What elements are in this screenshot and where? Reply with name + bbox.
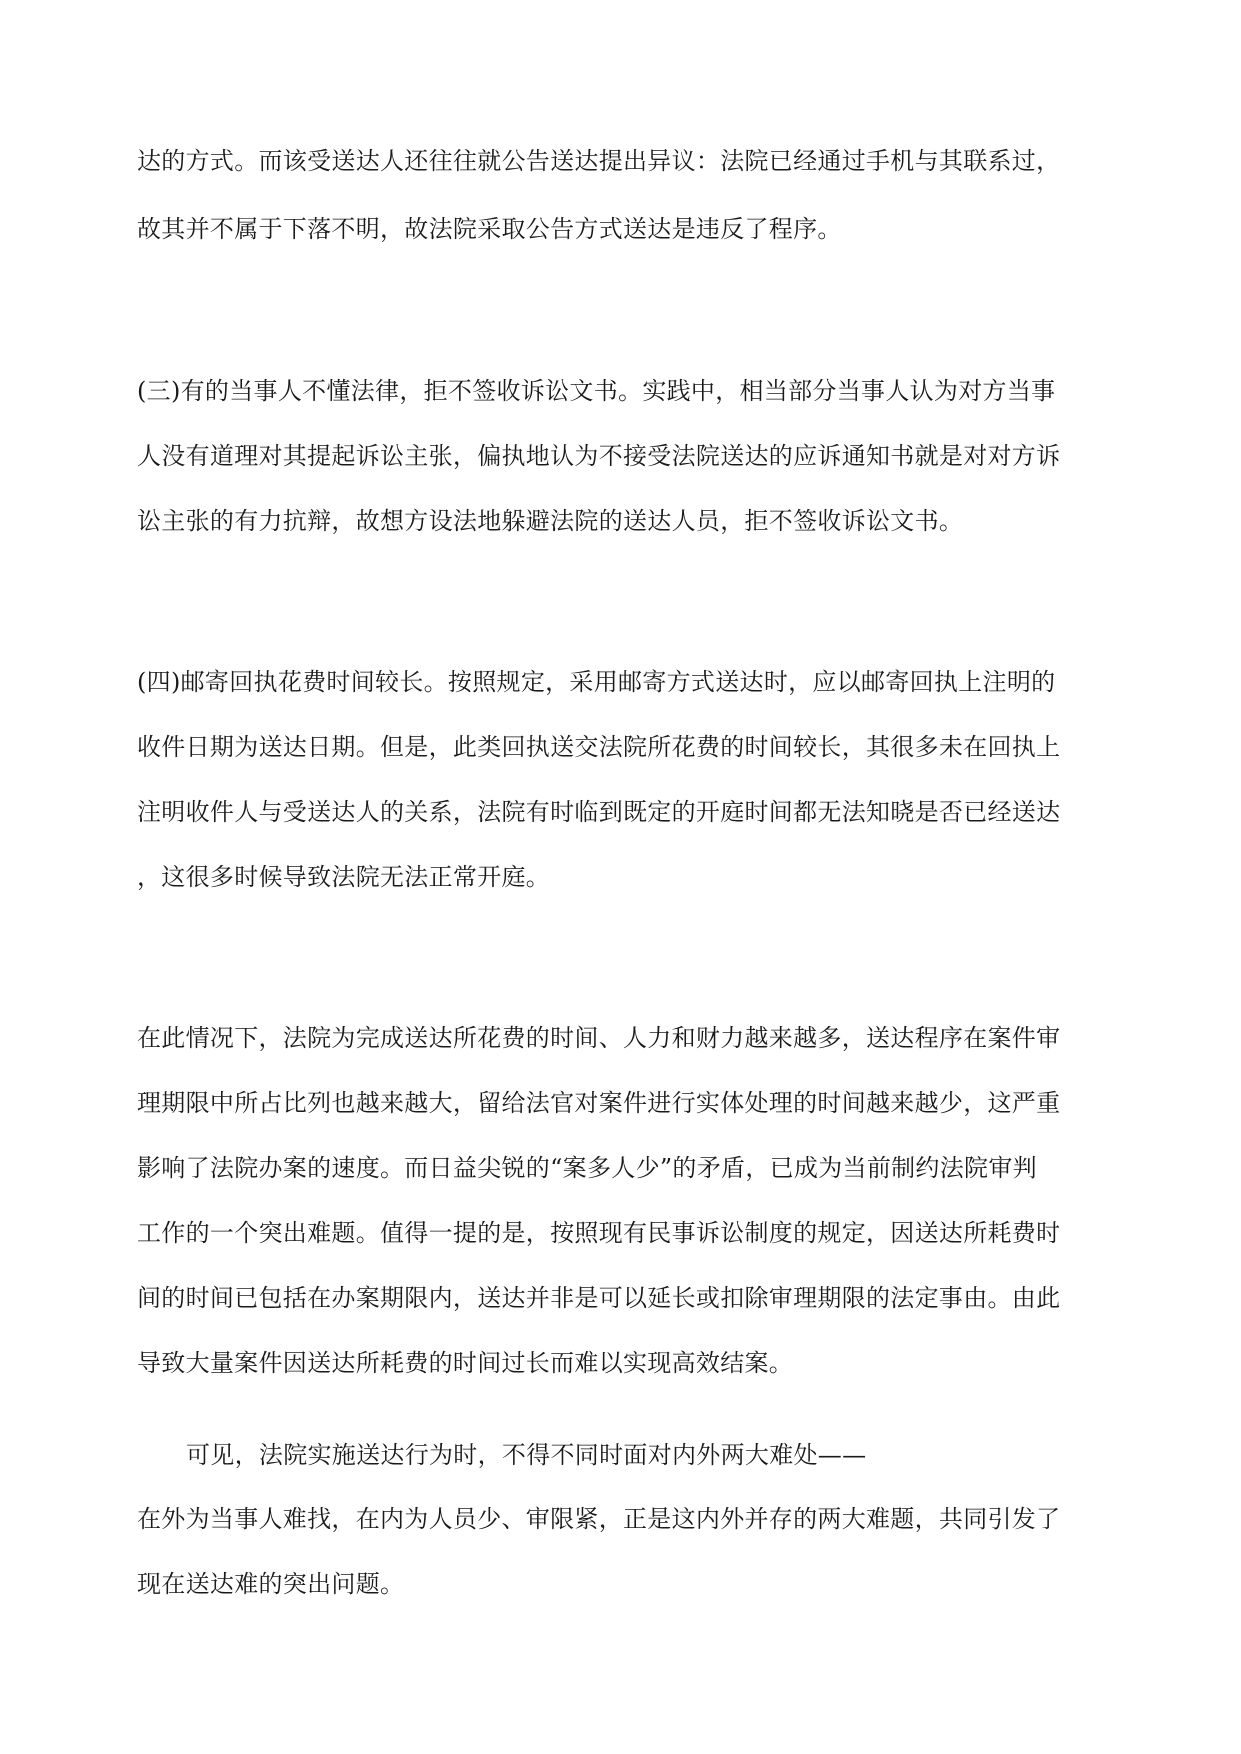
text-line: 注明收件人与受送达人的关系，法院有时临到既定的开庭时间都无法知晓是否已经送达: [137, 798, 1061, 826]
text-line: (三)有的当事人不懂法律，拒不签收诉讼文书。实践中，相当部分当事人认为对方当事: [137, 377, 1056, 405]
text-line: 工作的一个突出难题。值得一提的是，按照现有民事诉讼制度的规定，因送达所耗费时: [137, 1219, 1061, 1247]
text-line: 讼主张的有力抗辩，故想方设法地躲避法院的送达人员，拒不签收诉讼文书。: [137, 507, 964, 535]
text-line: 在外为当事人难找，在内为人员少、审限紧，正是这内外并存的两大难题，共同引发了: [137, 1505, 1061, 1533]
text-line: 导致大量案件因送达所耗费的时间过长而难以实现高效结案。: [137, 1349, 794, 1377]
text-line: 人没有道理对其提起诉讼主张，偏执地认为不接受法院送达的应诉通知书就是对对方诉: [137, 442, 1061, 470]
text-line: 间的时间已包括在办案期限内，送达并非是可以延长或扣除审理期限的法定事由。由此: [137, 1284, 1061, 1312]
text-line: 在此情况下，法院为完成送达所花费的时间、人力和财力越来越多，送达程序在案件审: [137, 1024, 1061, 1052]
text-line: ，这很多时候导致法院无法正常开庭。: [137, 863, 551, 891]
text-line: (四)邮寄回执花费时间较长。按照规定，采用邮寄方式送达时，应以邮寄回执上注明的: [137, 668, 1056, 696]
text-line: 故其并不属于下落不明，故法院采取公告方式送达是违反了程序。: [137, 215, 842, 243]
text-line: 可见，法院实施送达行为时，不得不同时面对内外两大难处——: [186, 1441, 867, 1469]
text-line: 理期限中所占比列也越来越大，留给法官对案件进行实体处理的时间越来越少，这严重: [137, 1089, 1061, 1117]
text-line: 现在送达难的突出问题。: [137, 1570, 405, 1598]
text-line: 影响了法院办案的速度。而日益尖锐的“案多人少”的矛盾，已成为当前制约法院审判: [137, 1154, 1037, 1182]
text-line: 收件日期为送达日期。但是，此类回执送交法院所花费的时间较长，其很多未在回执上: [137, 733, 1061, 761]
text-line: 达的方式。而该受送达人还往往就公告送达提出异议：法院已经通过手机与其联系过，: [137, 147, 1061, 175]
